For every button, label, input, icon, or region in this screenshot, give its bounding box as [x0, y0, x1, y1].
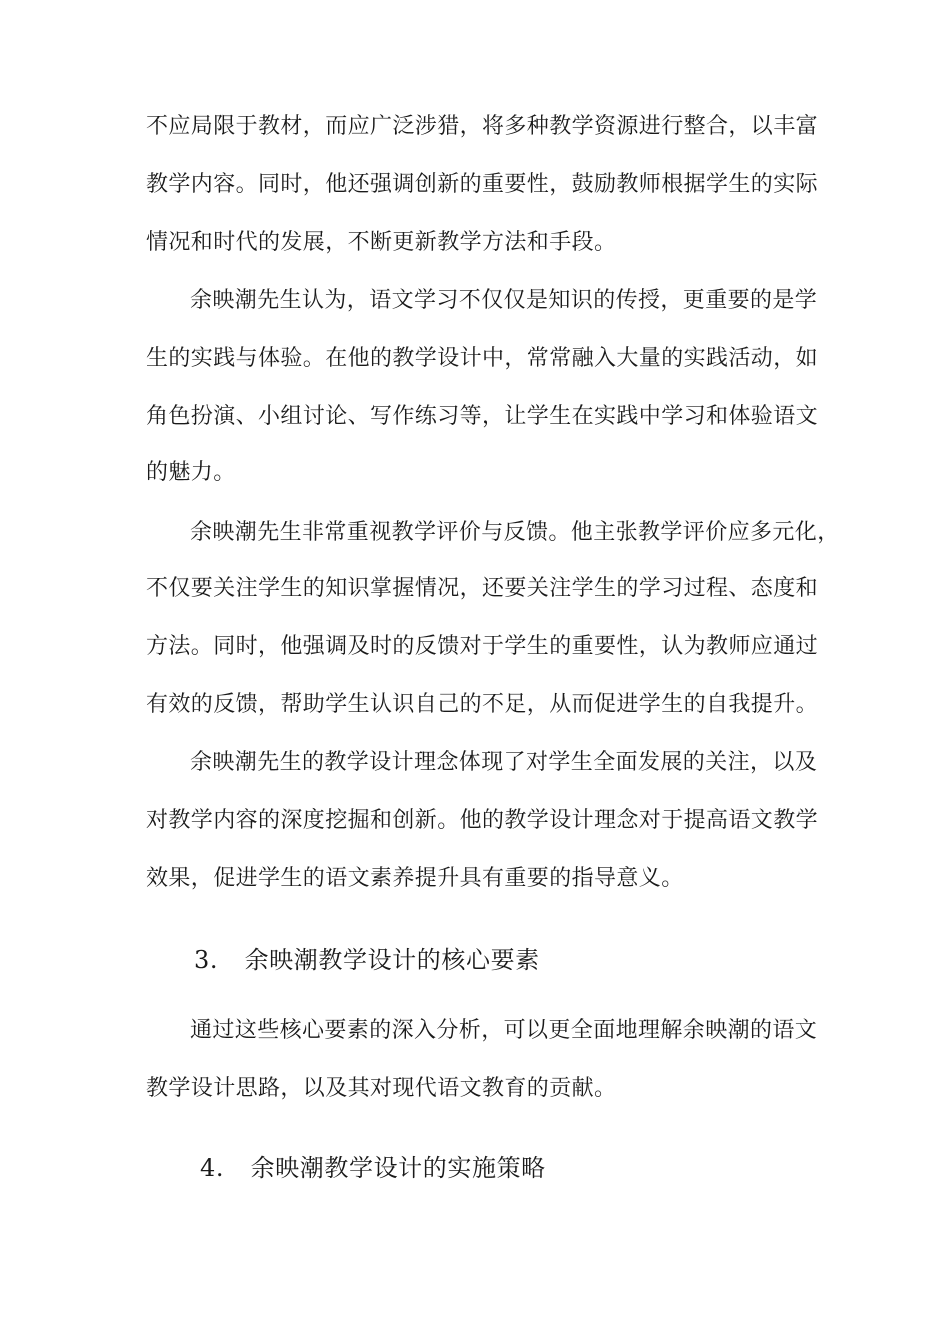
text-line: 余映潮先生认为，语文学习不仅仅是知识的传授，更重要的是学 [190, 288, 818, 313]
text-line: 教学内容。同时，他还强调创新的重要性，鼓励教师根据学生的实际 [146, 172, 819, 197]
section-title: 余映潮教学设计的实施策略 [250, 1154, 546, 1182]
text-line: 有效的反馈，帮助学生认识自己的不足，从而促进学生的自我提升。 [146, 692, 819, 717]
text-line: 教学设计思路，以及其对现代语文教育的贡献。 [146, 1076, 617, 1101]
text-line: 角色扮演、小组讨论、写作练习等，让学生在实践中学习和体验语文 [146, 404, 819, 429]
text-line: 情况和时代的发展，不断更新教学方法和手段。 [146, 230, 617, 255]
section-heading [194, 944, 540, 976]
section-number: 4. [200, 1154, 225, 1182]
text-line: 不仅要关注学生的知识掌握情况，还要关注学生的学习过程、态度和 [146, 576, 819, 601]
section-heading [200, 1152, 546, 1184]
text-line: 效果，促进学生的语文素养提升具有重要的指导意义。 [146, 866, 684, 891]
section-title: 余映潮教学设计的核心要素 [244, 946, 540, 974]
section-number: 3. [194, 946, 219, 974]
text-line: 不应局限于教材，而应广泛涉猎，将多种教学资源进行整合，以丰富 [146, 114, 819, 139]
text-line: 通过这些核心要素的深入分析，可以更全面地理解余映潮的语文 [190, 1018, 818, 1043]
text-line: 余映潮先生的教学设计理念体现了对学生全面发展的关注，以及 [190, 750, 818, 775]
text-line: 生的实践与体验。在他的教学设计中，常常融入大量的实践活动，如 [146, 346, 819, 371]
text-line: 的魅力。 [146, 460, 236, 485]
text-line: 对教学内容的深度挖掘和创新。他的教学设计理念对于提高语文教学 [146, 808, 819, 833]
text-line: 方法。同时，他强调及时的反馈对于学生的重要性，认为教师应通过 [146, 634, 819, 659]
text-line: 余映潮先生非常重视教学评价与反馈。他主张教学评价应多元化， [190, 520, 840, 545]
